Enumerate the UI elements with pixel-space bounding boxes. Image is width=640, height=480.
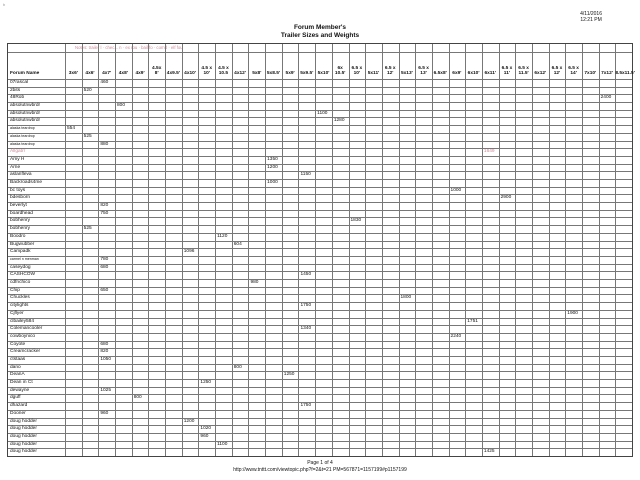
row-rule <box>8 248 632 249</box>
row-rule <box>8 164 632 165</box>
forum-name-cell: CASHCOW <box>10 272 36 278</box>
weight-cell: 520 <box>83 87 92 93</box>
weight-cell: 1800 <box>400 295 412 301</box>
forum-name-cell: boardhead <box>10 210 33 216</box>
forum-name-cell: Dooner <box>10 410 26 416</box>
column-rule <box>449 44 450 456</box>
forum-name-cell: alaska teardrop <box>10 133 35 138</box>
row-rule <box>8 241 632 242</box>
weight-cell: 820 <box>100 203 109 209</box>
weight-cell: 750 <box>100 210 109 216</box>
forum-name-cell: bobhenry <box>10 218 31 224</box>
column-header-size: 4x10' <box>184 71 196 77</box>
column-header-size: 6x 10.5' <box>334 65 346 77</box>
weight-cell: 2900 <box>500 195 512 201</box>
forum-name-cell: carmel n menman <box>10 256 39 261</box>
column-header-size: 5x8.5' <box>266 71 281 77</box>
column-rule <box>165 44 166 456</box>
weight-cell: 460 <box>100 80 109 85</box>
column-header-size: 6.5 x 12' <box>384 65 396 77</box>
row-rule <box>8 371 632 372</box>
forum-name-cell: Cjflyer <box>10 310 24 316</box>
weight-cell: 680 <box>100 264 109 270</box>
forum-name-cell: aslanfleva <box>10 172 32 178</box>
row-rule <box>8 425 632 426</box>
row-rule <box>8 52 632 53</box>
column-header-size: 4.5 x 10' <box>201 65 213 77</box>
forum-name-cell: bc toys <box>10 187 26 193</box>
weight-cell: 525 <box>83 133 92 139</box>
row-rule <box>8 279 632 280</box>
column-rule <box>232 44 233 456</box>
forum-name-cell: 2bits <box>10 87 21 93</box>
column-rule <box>315 44 316 456</box>
forum-name-cell: cowboynico <box>10 333 36 339</box>
column-rule <box>565 44 566 456</box>
weight-cell: 1450 <box>300 272 312 278</box>
column-header-size: 4.5 x 10.5 <box>218 65 229 77</box>
forum-name-cell: Dean in Ct <box>10 380 33 386</box>
forum-name-cell: absolutnwbrdr <box>10 103 41 109</box>
column-header-size: 6x9' <box>452 71 462 77</box>
weight-cell: 1250 <box>200 380 212 386</box>
row-rule <box>8 433 632 434</box>
row-rule <box>8 364 632 365</box>
weight-cell: 1750 <box>300 303 312 309</box>
weight-cell: 1750 <box>300 403 312 409</box>
column-header-size: 6x11' <box>484 71 497 77</box>
column-header-size: 5x8' <box>252 71 262 77</box>
forum-name-cell: clbailey584 <box>10 318 35 324</box>
weight-cell: 525 <box>83 226 92 232</box>
row-rule <box>8 133 632 134</box>
column-header-size: 4x8' <box>118 71 128 77</box>
column-header-size: 6x12' <box>534 71 547 77</box>
column-rule <box>382 44 383 456</box>
forum-name-cell: dewayne <box>10 387 30 393</box>
page-number: Page 1 of 4 <box>307 460 333 466</box>
column-rule <box>532 44 533 456</box>
row-rule <box>8 441 632 442</box>
weight-cell: 1280 <box>333 118 345 124</box>
row-rule <box>8 294 632 295</box>
forum-name-cell: Chuckles <box>10 295 30 301</box>
row-rule <box>8 318 632 319</box>
column-header-size: 4x6' <box>85 71 95 77</box>
column-rule <box>215 44 216 456</box>
row-rule <box>8 94 632 95</box>
column-header-size: 4x9.5' <box>166 71 180 77</box>
row-rule <box>8 179 632 180</box>
column-rule <box>349 44 350 456</box>
weight-cell: 820 <box>100 349 109 355</box>
forum-name-cell: Chip <box>10 287 20 293</box>
weight-cell: 800 <box>133 395 142 401</box>
page-url: http://www.tnttt.com/viewtopic.php?f=2&t=21 PM=567871=1157199#p1157199 <box>233 467 407 473</box>
row-rule <box>8 148 632 149</box>
forum-name-cell: Allgatrr <box>10 149 26 155</box>
weight-cell: 1425 <box>483 449 495 455</box>
weight-cell: 1100 <box>217 441 228 447</box>
weight-cell: 800 <box>117 103 126 109</box>
weight-cell: 1120 <box>217 233 228 239</box>
row-rule <box>8 271 632 272</box>
forum-name-cell: absolutnwbrdr <box>10 110 41 116</box>
row-rule <box>8 194 632 195</box>
row-rule <box>8 379 632 380</box>
print-date <box>580 11 602 23</box>
column-header-size: 6.5x8' <box>433 71 447 77</box>
column-header-size: 4x9' <box>135 71 145 77</box>
row-rule <box>8 225 632 226</box>
forum-name-cell: DeanA <box>10 372 25 378</box>
weight-cell: 880 <box>100 141 109 147</box>
trailer-table <box>7 43 633 457</box>
column-rule <box>282 44 283 456</box>
column-rule <box>332 44 333 456</box>
column-rule <box>482 44 483 456</box>
row-rule <box>8 125 632 126</box>
forum-name-cell: caseydog <box>10 264 31 270</box>
weight-cell: 1150 <box>300 172 311 178</box>
forum-name-cell: bdesborn <box>10 195 31 201</box>
weight-cell: 1200 <box>267 164 278 170</box>
column-rule <box>499 44 500 456</box>
weight-cell: 554 <box>67 126 76 132</box>
forum-name-cell: doug hodder <box>10 418 37 424</box>
column-rule <box>365 44 366 456</box>
weight-cell: 1900 <box>567 310 578 316</box>
page-title: Forum Member's <box>293 24 347 31</box>
row-rule <box>8 325 632 326</box>
weight-cell: 2400 <box>600 95 612 101</box>
weight-cell: 680 <box>100 341 109 347</box>
page-subtitle: Trailer Sizes and Weights <box>280 32 360 39</box>
forum-name-cell: Backroads4me <box>10 180 42 186</box>
column-header-size: 6.5 x 12' <box>551 65 563 77</box>
weight-cell: 980 <box>250 280 259 286</box>
weight-cell: 1751 <box>467 318 478 324</box>
column-rule <box>582 44 583 456</box>
corner-mark: b <box>3 2 6 7</box>
forum-name-cell: citylights <box>10 303 29 309</box>
weight-cell: 1020 <box>200 426 212 432</box>
weight-cell: 1000 <box>450 187 462 193</box>
weight-cell: 960 <box>200 433 209 439</box>
forum-name-cell: Creamcracker <box>10 349 41 355</box>
forum-name-cell: Campadk <box>10 249 31 255</box>
print-time-value: 12:21 PM <box>580 17 602 23</box>
row-rule <box>8 402 632 403</box>
weight-cell: 780 <box>100 256 109 262</box>
column-header-size: 6.5 x 11.5' <box>518 65 529 77</box>
row-rule <box>8 171 632 172</box>
column-rule <box>399 44 400 456</box>
row-rule <box>8 87 632 88</box>
column-header-size: 3x6' <box>68 71 78 77</box>
column-header-size: 5x9' <box>285 71 295 77</box>
forum-name-cell: Boodro <box>10 233 26 239</box>
column-header-size: 6.5 x 10' <box>351 65 363 77</box>
row-rule <box>8 156 632 157</box>
column-header-size: 4x7' <box>102 71 112 77</box>
column-header-size: 7x12' <box>601 71 613 77</box>
forum-name-cell: alaska teardrop <box>10 126 35 131</box>
forum-name-cell: bobhenry <box>10 226 31 232</box>
column-header-size: 6.5 x 14' <box>568 65 579 77</box>
weight-cell: 1025 <box>100 387 112 393</box>
column-header-size: 7x10' <box>584 71 597 77</box>
column-header-size: 5x13' <box>400 71 413 77</box>
column-rule <box>615 44 616 456</box>
weight-cell: 960 <box>100 410 109 416</box>
column-rule <box>82 44 83 456</box>
column-rule <box>599 44 600 456</box>
column-header-forum-name: Forum Name <box>10 71 40 77</box>
forum-name-cell: cdfnchico <box>10 280 31 286</box>
weight-cell: 1649 <box>483 149 495 155</box>
column-header-size: 5x10' <box>317 71 330 77</box>
column-header-size: 8.5x11.5' <box>615 71 635 77</box>
column-rule <box>198 44 199 456</box>
column-header-size: 6.5 x 11' <box>501 65 513 77</box>
row-rule <box>8 102 632 103</box>
weight-cell: 1200 <box>183 418 195 424</box>
row-rule <box>8 233 632 234</box>
column-header-size: 6x10' <box>467 71 480 77</box>
column-rule <box>549 44 550 456</box>
forum-name-cell: 48Rob <box>10 95 25 101</box>
column-rule <box>432 44 433 456</box>
column-rule <box>415 44 416 456</box>
weight-cell: 1100 <box>317 110 328 116</box>
weight-cell: 650 <box>100 287 109 293</box>
weight-cell: 1096 <box>183 249 195 255</box>
forum-name-cell: 07rascal <box>10 80 29 85</box>
forum-name-cell: alaska teardrop <box>10 141 35 146</box>
forum-name-cell: dano <box>10 364 21 370</box>
column-rule <box>465 44 466 456</box>
weight-cell: 1830 <box>350 218 362 224</box>
forum-name-cell: absolutnwbrdr <box>10 118 41 124</box>
forum-name-cell: doug hodder <box>10 426 37 432</box>
row-rule <box>8 333 632 334</box>
notes-line: Notes: trailer l · chec... n · ex rou · bail fo · cornd · elf fou <box>75 45 183 50</box>
column-rule <box>515 44 516 456</box>
forum-name-cell: Bugwubber <box>10 241 35 247</box>
forum-name-cell: Coyote <box>10 341 26 347</box>
print-date-value: 4/11/2016 <box>580 11 602 17</box>
column-header-size: 4.5x 8' <box>152 65 162 77</box>
column-header-size: 5x11' <box>367 71 380 77</box>
forum-name-cell: doug hodder <box>10 433 37 439</box>
column-rule <box>298 44 299 456</box>
weight-cell: 800 <box>233 364 242 370</box>
forum-name-cell: doug hodder <box>10 441 37 447</box>
forum-name-cell: ctstaas <box>10 356 26 362</box>
column-rule <box>65 44 66 456</box>
row-rule <box>8 217 632 218</box>
column-rule <box>148 44 149 456</box>
weight-cell: 604 <box>233 241 242 247</box>
column-rule <box>248 44 249 456</box>
column-header-size: 4x12' <box>234 71 246 77</box>
column-rule <box>265 44 266 456</box>
row-rule <box>8 117 632 118</box>
weight-cell: 1050 <box>100 356 112 362</box>
column-header-size: 5x9.5' <box>300 71 314 77</box>
weight-cell: 1000 <box>267 180 278 186</box>
weight-cell: 1250 <box>283 372 295 378</box>
forum-name-cell: beverlyt <box>10 203 27 209</box>
row-rule <box>8 302 632 303</box>
forum-name-cell: dhazard <box>10 403 28 409</box>
column-header-size: 6.5 x 13' <box>418 65 429 77</box>
row-rule <box>8 418 632 419</box>
row-rule <box>8 310 632 311</box>
row-rule <box>8 448 632 449</box>
weight-cell: 1340 <box>300 326 312 332</box>
forum-name-cell: doug hodder <box>10 449 37 455</box>
row-rule <box>8 394 632 395</box>
forum-name-cell: Arne <box>10 164 21 170</box>
weight-cell: 1350 <box>267 156 278 162</box>
row-rule <box>8 187 632 188</box>
forum-name-cell: Colemancooler <box>10 326 43 332</box>
forum-name-cell: dguff <box>10 395 21 401</box>
weight-cell: 2240 <box>450 333 462 339</box>
forum-name-cell: Amy H <box>10 156 25 162</box>
